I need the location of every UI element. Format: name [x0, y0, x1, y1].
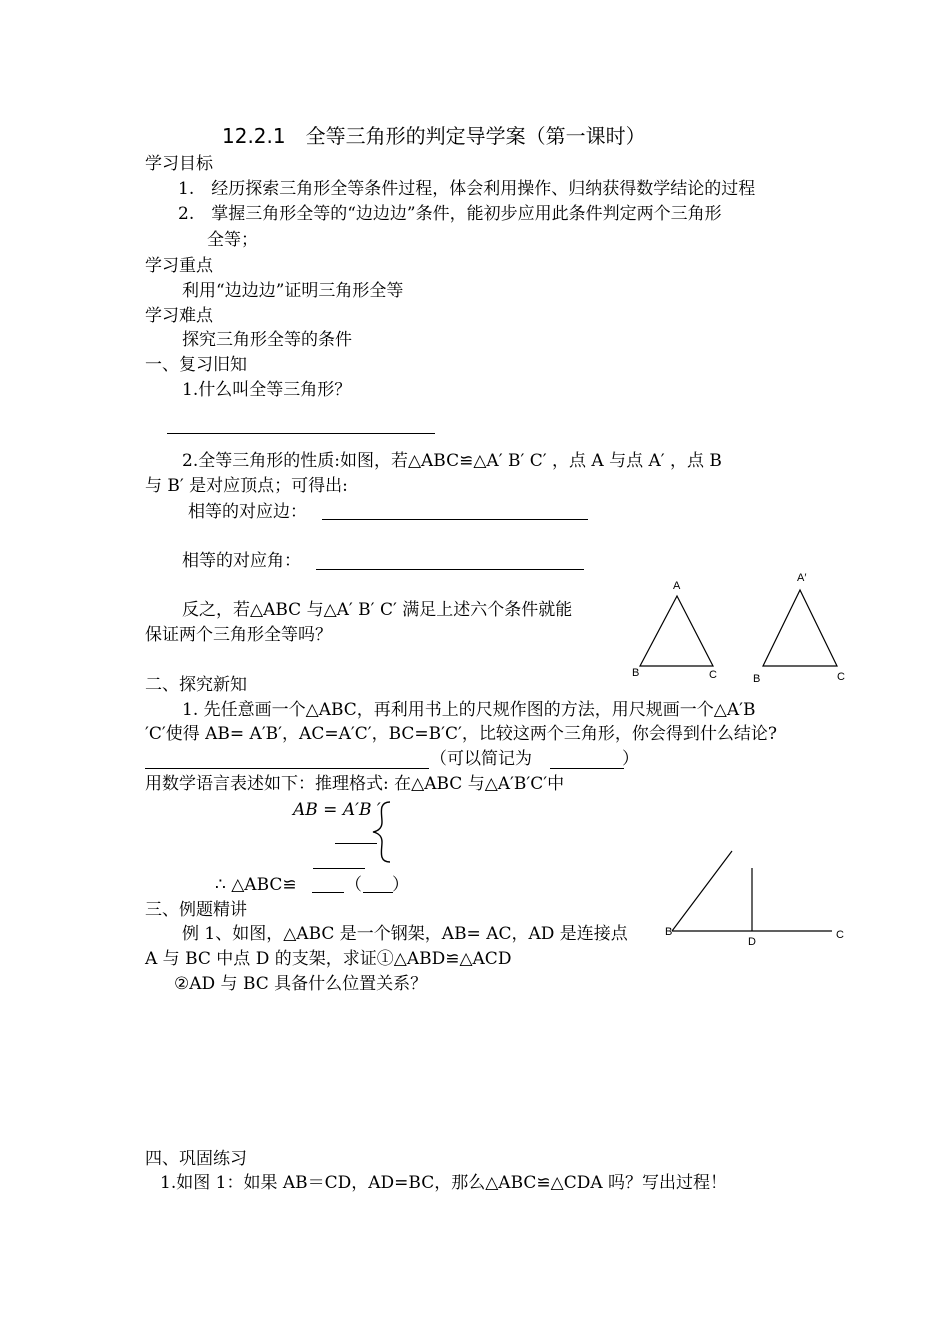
left-brace [370, 800, 394, 864]
point-c-label: C [836, 929, 844, 941]
equal-sides-line[interactable] [322, 519, 588, 520]
triangles-figure [625, 568, 850, 683]
objective-item-2: 2. 掌握三角形全等的“边边边”条件，能初步应用此条件判定两个三角形 [178, 204, 722, 224]
converse-question-cont: 保证两个三角形全等吗？ [145, 625, 332, 645]
converse-question: 反之，若△ABC 与△A′ B′ C′ 满足上述六个条件就能 [182, 600, 573, 620]
abbrev-label: （可以简记为 [430, 749, 532, 769]
conclusion-statement: ∴ △ABC≌ [215, 875, 297, 895]
explore-paragraph-1-cont: ′C′使得 AB= A′B′，AC=A′C′，BC=B′C′，比较这两个三角形，你会得到什么结论? [145, 724, 777, 744]
review-question-1: 1.什么叫全等三角形？ [182, 380, 352, 400]
condition-1: AB = A′B ′ [293, 800, 381, 820]
practice-question-1: 1.如图 1：如果 AB＝CD，AD=BC，那么△ABC≌△CDA 吗？写出过程！ [160, 1173, 728, 1193]
vertex-c-label: C [709, 669, 717, 681]
conclusion-line[interactable] [145, 768, 429, 769]
triangle-a-prime [763, 590, 837, 666]
vertex-b-prime-label: B [753, 673, 761, 685]
objectives-heading: 学习目标 [145, 154, 213, 174]
steel-frame-figure [660, 848, 850, 948]
example-line-2: A 与 BC 中点 D 的支架，求证①△ABD≌△ACD [145, 949, 512, 969]
condition-3-line[interactable] [313, 868, 365, 869]
review-question-2-cont: 与 B′ 是对应顶点；可得出: [145, 476, 348, 496]
difficulty-text: 探究三角形全等的条件 [182, 330, 352, 350]
point-d-label: D [748, 936, 756, 948]
practice-heading: 四、巩固练习 [145, 1149, 247, 1169]
vertex-b-label: B [632, 667, 640, 679]
review-question-2: 2.全等三角形的性质:如图，若△ABC≌△A′ B′ C′ ，点 A 与点 A′ ，点 B [182, 451, 722, 471]
example-heading: 三、例题精讲 [145, 900, 247, 920]
example-line-3: ②AD 与 BC 具备什么位置关系？ [174, 974, 428, 994]
reason-open: （ [345, 875, 362, 895]
reason-blank[interactable] [363, 892, 393, 893]
equal-sides-label: 相等的对应边： [188, 502, 307, 522]
conclusion-blank[interactable] [312, 892, 344, 893]
page-title: 12.2.1 全等三角形的判定导学案（第一课时） [222, 124, 646, 148]
answer-line-1[interactable] [167, 433, 435, 434]
point-b-label: B [665, 926, 673, 938]
reason-close: ） [392, 875, 409, 895]
vertex-a-label: A [673, 580, 681, 592]
objective-item-2-cont: 全等； [207, 230, 258, 250]
review-heading: 一、复习旧知 [145, 355, 247, 375]
explore-heading: 二、探究新知 [145, 675, 247, 695]
difficulty-heading: 学习难点 [145, 306, 213, 326]
side-ab [672, 851, 732, 931]
key-point-heading: 学习重点 [145, 256, 213, 276]
reasoning-intro: 用数学语言表述如下：推理格式: 在△ABC 与△A′B′C′中 [145, 774, 565, 794]
abbrev-line[interactable] [550, 768, 624, 769]
explore-paragraph-1: 1. 先任意画一个△ABC，再利用书上的尺规作图的方法，用尺规画一个△A′B [182, 700, 756, 720]
equal-angles-line[interactable] [316, 569, 584, 570]
equal-angles-label: 相等的对应角： [182, 551, 301, 571]
abbrev-close: ） [622, 749, 639, 769]
example-line-1: 例 1、如图，△ABC 是一个钢架，AB= AC，AD 是连接点 [182, 924, 628, 944]
vertex-c-prime-label: C [837, 671, 845, 683]
key-point-text: 利用“边边边”证明三角形全等 [182, 281, 404, 301]
objective-item-1: 1. 经历探索三角形全等条件过程，体会利用操作、归纳获得数学结论的过程 [178, 179, 756, 199]
triangle-abc [640, 596, 713, 666]
vertex-a-prime-label: A′ [797, 572, 807, 584]
